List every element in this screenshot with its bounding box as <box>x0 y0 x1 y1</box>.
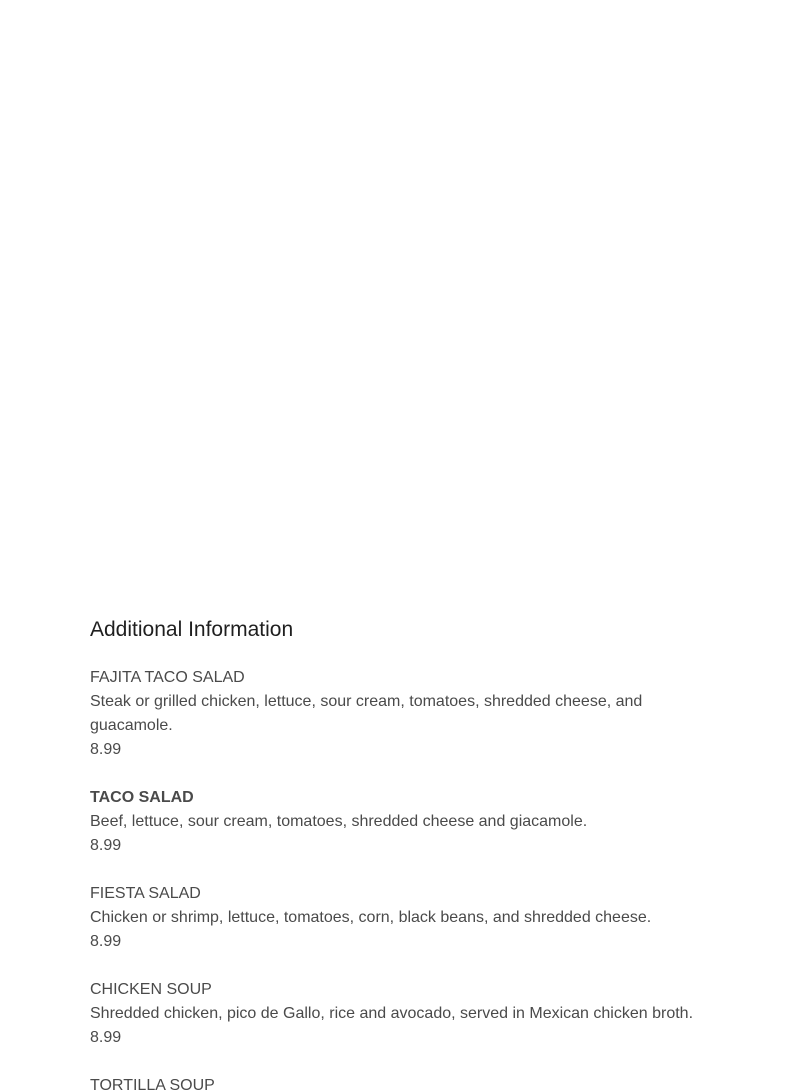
menu-item-price: 8.99 <box>90 1029 122 1046</box>
menu-item-name: FAJITA TACO SALAD <box>90 669 245 686</box>
menu-item-name: CHICKEN SOUP <box>90 981 212 998</box>
menu-item-price: 8.99 <box>90 837 122 854</box>
additional-information-section <box>90 616 710 1092</box>
menu-item <box>90 786 710 858</box>
menu-item-name: FIESTA SALAD <box>90 885 201 902</box>
menu-item-price: 8.99 <box>90 933 122 950</box>
menu-item <box>90 666 710 762</box>
menu-item-price: 8.99 <box>90 741 122 758</box>
menu-list <box>90 666 710 1092</box>
menu-item-description: Steak or grilled chicken, lettuce, sour cream, tomatoes, shredded cheese, and guacamole. <box>90 693 643 734</box>
menu-item-description: Beef, lettuce, sour cream, tomatoes, shredded cheese and giacamole. <box>90 813 588 830</box>
menu-item <box>90 882 710 954</box>
menu-item-name: TACO SALAD <box>90 789 194 806</box>
section-title: Additional Information <box>90 618 294 641</box>
menu-item <box>90 978 710 1050</box>
menu-item-description: Shredded chicken, pico de Gallo, rice and avocado, served in Mexican chicken broth. <box>90 1005 694 1022</box>
menu-item <box>90 1074 710 1092</box>
menu-item-name: TORTILLA SOUP <box>90 1077 215 1092</box>
menu-item-description: Chicken or shrimp, lettuce, tomatoes, corn, black beans, and shredded cheese. <box>90 909 652 926</box>
